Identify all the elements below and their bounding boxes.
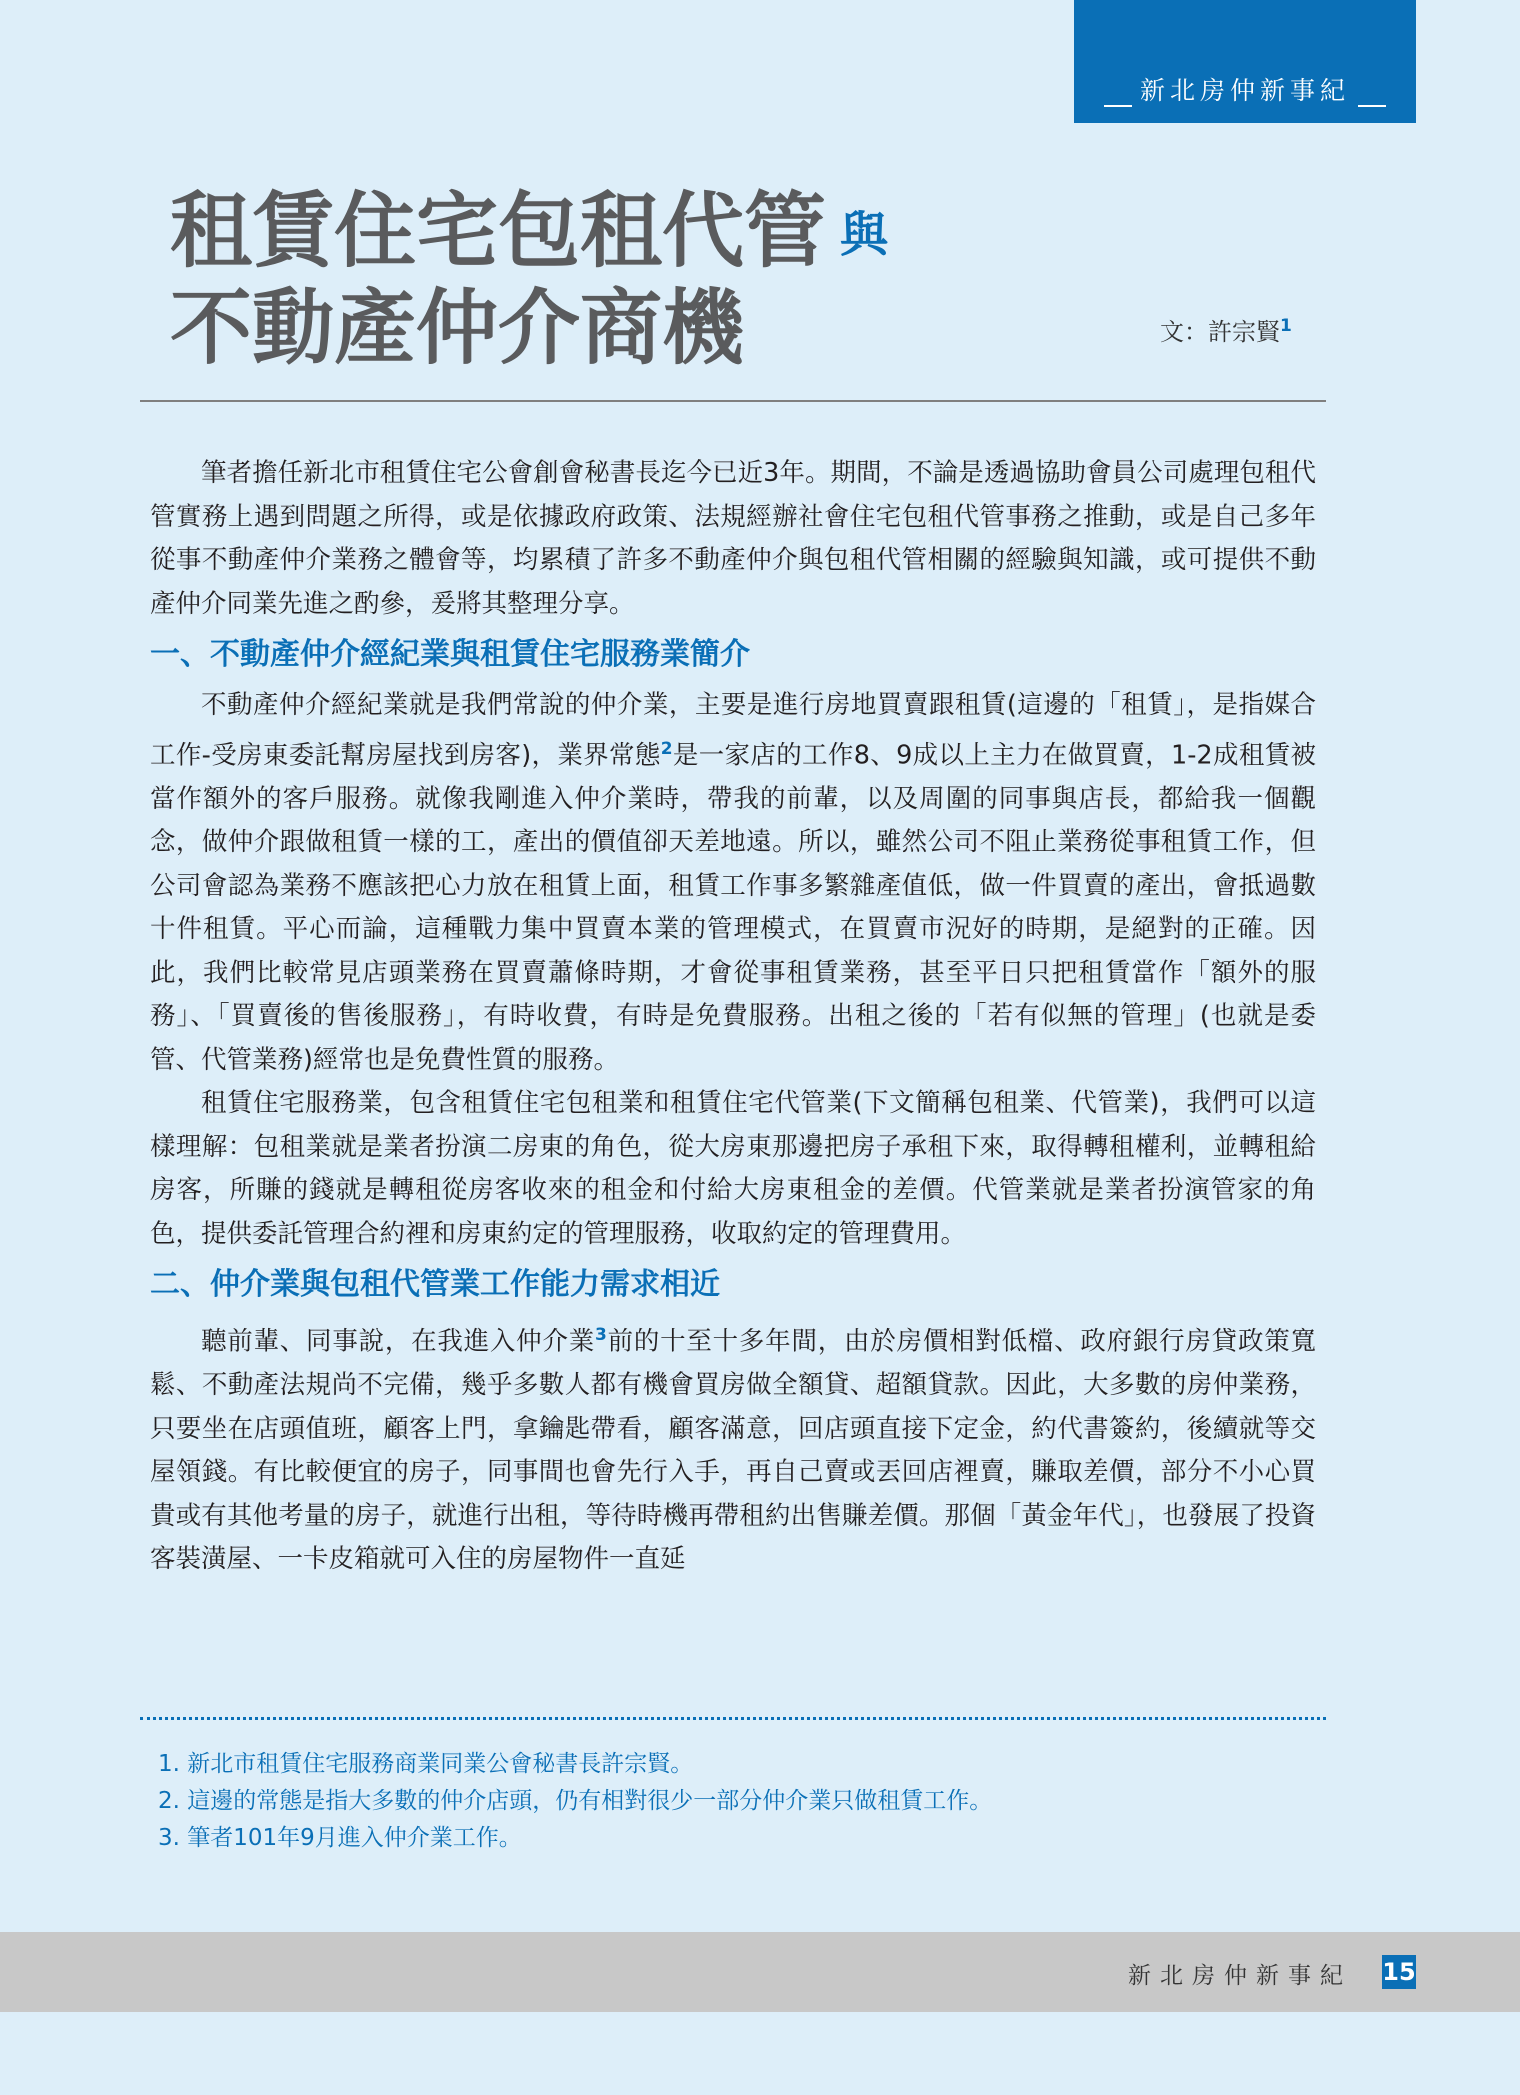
- s1p1-text-b: 是一家店的工作8、9成以上主力在做買賣，1-2成租賃被當作額外的客戶服務。就像我剛進入仲介業時，帶我的前輩，以及周圍的同事與店長，都給我一個觀念，做仲介跟做租賃一樣的工，產出的價值卻天差地遠。所以，雖然公司不阻止業務從事租賃工作，但公司會認為業務不應該把心力放在租賃上面，租賃工作事多繁雜產值低，做一件買賣的產出，會抵過數十件租賃。平心而論，這種戰力集中買賣本業的管理模式，在買賣市況好的時期，是絕對的正確。因此，我們比較常見店頭業務在買賣蕭條時期，才會從事租賃業務，甚至平日只把租賃當作「額外的服務」、「買賣後的售後服務」，有時收費，有時是免費服務。出租之後的「若有似無的管理」(也就是委管、代管業務)經常也是免費性質的服務。: [150, 740, 1316, 1075]
- footnote-divider: [140, 1717, 1326, 1720]
- footer-magazine-name: 新北房仲新事紀: [1128, 1963, 1352, 1989]
- article-title: [170, 185, 888, 376]
- footnote-ref-2: 2: [660, 738, 673, 759]
- page-footer: [0, 1932, 1520, 2012]
- title-connector: 與: [840, 207, 889, 263]
- section-1-heading: 一、不動產仲介經紀業與租賃住宅服務業簡介: [150, 637, 750, 672]
- footnote-1: 1. 新北市租賃住宅服務商業同業公會秘書長許宗賢。: [158, 1751, 694, 1777]
- section-2-paragraph-1: [150, 1314, 1316, 1582]
- title-line-1: 租賃住宅包租代管: [170, 184, 827, 279]
- s2p1-text-a: 聽前輩、同事說，在我進入仲介業: [201, 1326, 595, 1357]
- header-tab: [1074, 0, 1416, 123]
- s1p1-text-a: 不動產仲介經紀業就是我們常說的仲介業，主要是進行房地買賣跟租賃(這邊的「租賃」，是指媒合工作-受房東委託幫房屋找到房客)，業界常態: [150, 690, 1316, 770]
- footnote-2: 2. 這邊的常態是指大多數的仲介店頭，仍有相對很少一部分仲介業只做租賃工作。: [158, 1788, 993, 1814]
- article-body: [150, 452, 1316, 1582]
- page-number: 15: [1382, 1955, 1416, 1989]
- author-byline: [1160, 312, 1292, 347]
- section-1-paragraph-1: [150, 684, 1316, 1082]
- section-1-paragraph-2: 租賃住宅服務業，包含租賃住宅包租業和租賃住宅代管業(下文簡稱包租業、代管業)，我們可以這樣理解：包租業就是業者扮演二房東的角色，從大房東那邊把房子承租下來，取得轉租權利，並轉租給房客，所賺的錢就是轉租從房客收來的租金和付給大房東租金的差價。代管業就是業者扮演管家的角色，提供委託管理合約裡和房東約定的管理服務，收取約定的管理費用。: [150, 1088, 1316, 1249]
- tab-dash-right: [1358, 105, 1386, 107]
- header-tab-label: 新北房仲新事紀: [1139, 76, 1350, 105]
- footnote-3: 3. 筆者101年9月進入仲介業工作。: [158, 1825, 522, 1851]
- footnote-ref-3: 3: [594, 1325, 607, 1345]
- author-footnote-ref: 1: [1280, 316, 1292, 336]
- section-2-heading: 二、仲介業與包租代管業工作能力需求相近: [150, 1267, 720, 1302]
- title-line-2: 不動產仲介商機: [170, 281, 745, 376]
- intro-paragraph: 筆者擔任新北市租賃住宅公會創會秘書長迄今已近3年。期間，不論是透過協助會員公司處理包租代管實務上遇到問題之所得，或是依據政府政策、法規經辦社會住宅包租代管事務之推動，或是自己多年從事不動產仲介業務之體會等，均累積了許多不動產仲介與包租代管相關的經驗與知識，或可提供不動產仲介同業先進之酌參，爰將其整理分享。: [150, 458, 1316, 619]
- s2p1-text-b: 前的十至十多年間，由於房價相對低檔、政府銀行房貸政策寬鬆、不動產法規尚不完備，幾乎多數人都有機會買房做全額貸、超額貸款。因此，大多數的房仲業務，只要坐在店頭值班，顧客上門，拿鑰匙帶看，顧客滿意，回店頭直接下定金，約代書簽約，後續就等交屋領錢。有比較便宜的房子，同事間也會先行入手，再自己賣或丟回店裡賣，賺取差價，部分不小心買貴或有其他考量的房子，就進行出租，等待時機再帶租約出售賺差價。那個「黃金年代」，也發展了投資客裝潢屋、一卡皮箱就可入住的房屋物件一直延: [150, 1326, 1316, 1574]
- author-label: 文：許宗賢: [1160, 318, 1280, 346]
- footnotes: [158, 1746, 992, 1857]
- title-divider: [140, 400, 1326, 402]
- tab-dash-left: [1104, 105, 1132, 107]
